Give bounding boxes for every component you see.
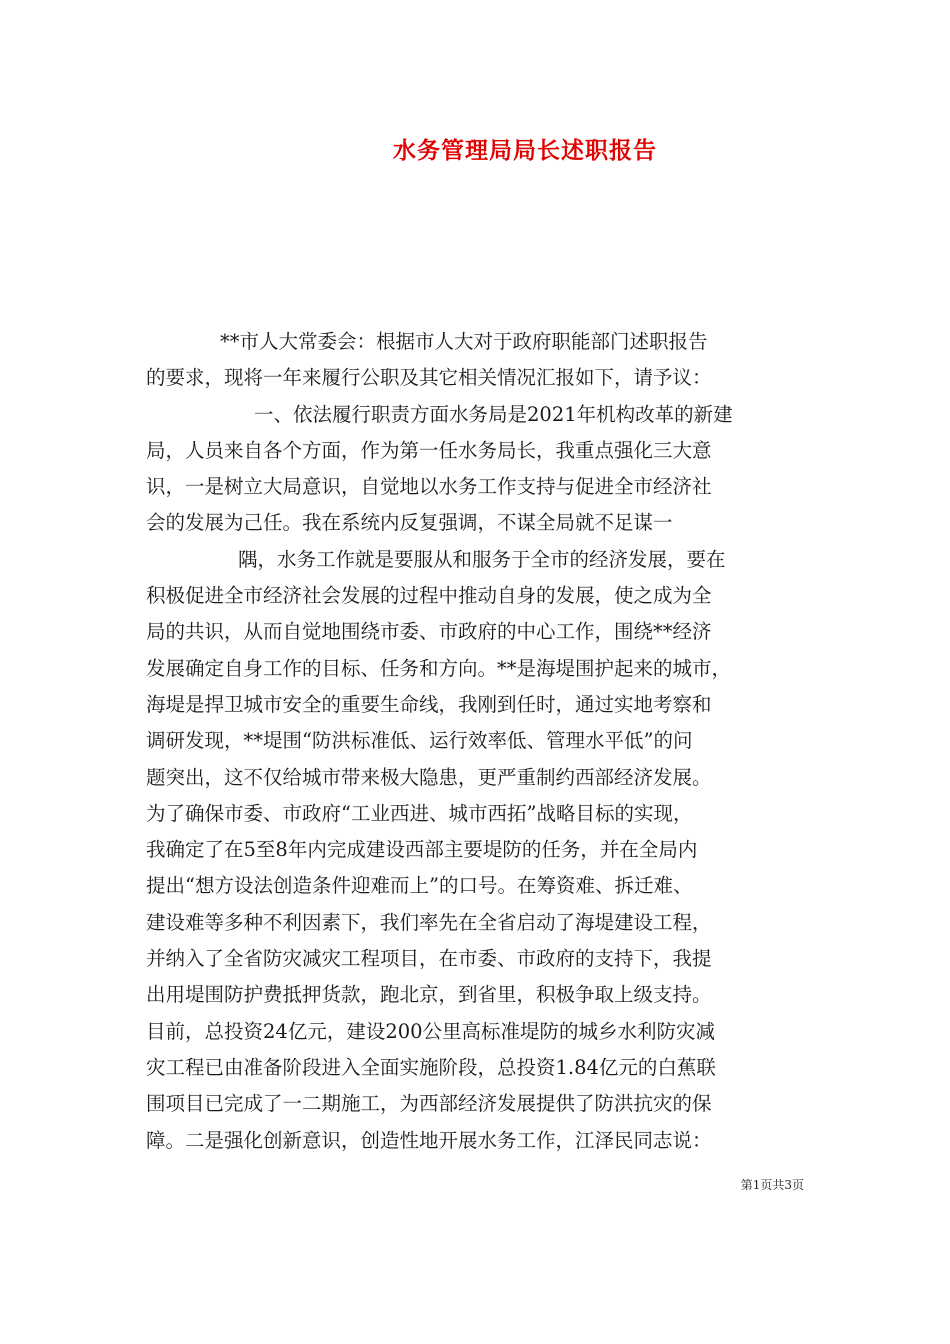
text-line: 为了确保市委、市政府“工业西进、城市西拓”战略目标的实现，: [146, 801, 693, 825]
text-line: 局的共识，从而自觉地围绕市委、市政府的中心工作，围绕**经济: [146, 620, 712, 644]
text-line: 海堤是捍卫城市安全的重要生命线，我刚到任时，通过实地考察和: [146, 692, 712, 716]
text-line: 障。二是强化创新意识，创造性地开展水务工作，江泽民同志说：: [146, 1128, 712, 1152]
text-line: 并纳入了全省防灾减灾工程项目，在市委、市政府的支持下，我提: [146, 947, 712, 971]
text-line: 出用堤围防护费抵押货款，跑北京，到省里，积极争取上级支持。: [146, 983, 712, 1007]
text-line: 隅，水务工作就是要服从和服务于全市的经济发展，要在: [238, 547, 726, 571]
text-line: 题突出，这不仅给城市带来极大隐患，更严重制约西部经济发展。: [146, 765, 712, 789]
text-line: **市人大常委会：根据市人大对于政府职能部门述职报告: [220, 330, 708, 353]
document-body: [146, 324, 806, 1159]
text-line: 围项目已完成了一二期施工，为西部经济发展提供了防洪抗灾的保: [146, 1092, 712, 1116]
text-line: 的要求，现将一年来履行公职及其它相关情况汇报如下，请予议：: [146, 366, 712, 390]
text-line: 识，一是树立大局意识，自觉地以水务工作支持与促进全市经济社: [146, 475, 712, 499]
page-number: 第1页共3页: [740, 1178, 804, 1192]
text-line: 发展确定自身工作的目标、任务和方向。**是海堤围护起来的城市，: [146, 656, 732, 680]
text-line: 建设难等多种不利因素下，我们率先在全省启动了海堤建设工程，: [146, 910, 712, 934]
text-line: 调研发现，**堤围“防洪标准低、运行效率低、管理水平低”的问: [146, 729, 693, 753]
text-line: 一、依法履行职责方面水务局是2021年机构改革的新建: [254, 402, 733, 426]
text-line: 灾工程已由准备阶段进入全面实施阶段，总投资1.84亿元的白蕉联: [146, 1055, 716, 1079]
text-line: 积极促进全市经济社会发展的过程中推动自身的发展，使之成为全: [146, 584, 712, 608]
text-line: 提出“想方设法创造条件迎难而上”的口号。在筹资难、拆迁难、: [146, 874, 693, 898]
text-line: 目前，总投资24亿元，建设200公里高标准堤防的城乡水利防灾减: [146, 1019, 716, 1043]
text-line: 局，人员来自各个方面，作为第一任水务局长，我重点强化三大意: [146, 438, 712, 462]
document-title: 水务管理局局长述职报告: [393, 137, 657, 164]
text-line: 我确定了在5至8年内完成建设西部主要堤防的任务，并在全局内: [146, 838, 698, 862]
text-line: 会的发展为己任。我在系统内反复强调，不谋全局就不足谋一: [146, 511, 673, 535]
